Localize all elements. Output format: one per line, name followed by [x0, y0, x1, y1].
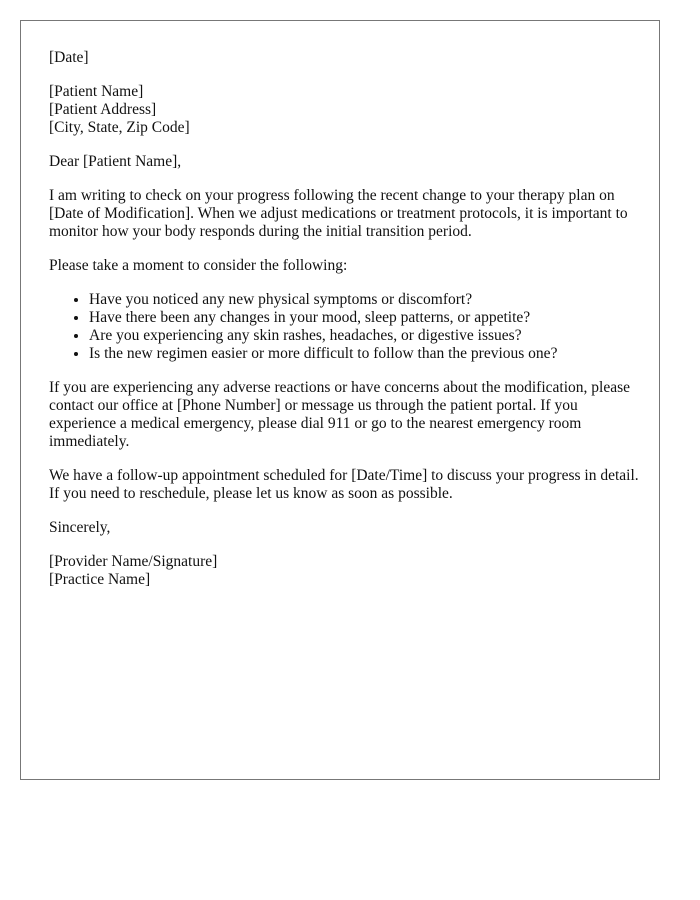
salutation: Dear [Patient Name],: [49, 153, 182, 170]
letter-page: [20, 20, 660, 780]
list-item: • Have you noticed any new physical symptoms or discomfort?: [89, 291, 639, 309]
considerations-prompt: Please take a moment to consider the following:: [49, 257, 348, 274]
provider-signature: [Provider Name/Signature]: [49, 553, 218, 570]
letter-body: [49, 49, 639, 605]
recipient-address: [Patient Address]: [49, 101, 157, 118]
intro-paragraph: I am writing to check on your progress following the recent change to your therapy plan on [Date of Modification]. When we adjust medications or treatment protocols, it is important to monitor how your body responds during the initial transition period.: [49, 187, 628, 240]
list-item: • Have there been any changes in your mood, sleep patterns, or appetite?: [89, 309, 639, 327]
recipient-city-state-zip: [City, State, Zip Code]: [49, 119, 190, 136]
signature-block: [49, 553, 639, 589]
practice-name: [Practice Name]: [49, 571, 151, 588]
followup-paragraph: We have a follow-up appointment scheduled for [Date/Time] to discuss your progress in detail. If you need to reschedule, please let us know as soon as possible.: [49, 467, 639, 502]
closing: Sincerely,: [49, 519, 111, 536]
considerations-list: [49, 291, 639, 363]
recipient-address-block: [49, 83, 639, 137]
letter-date: [Date]: [49, 49, 89, 66]
list-item: • Are you experiencing any skin rashes, headaches, or digestive issues?: [89, 327, 639, 345]
recipient-name: [Patient Name]: [49, 83, 144, 100]
contact-paragraph: If you are experiencing any adverse reactions or have concerns about the modification, please contact our office at [Phone Number] or message us through the patient portal. If you experience a medical emergency, please dial 911 or go to the nearest emergency room immediately.: [49, 379, 631, 450]
list-item: • Is the new regimen easier or more difficult to follow than the previous one?: [89, 345, 639, 363]
